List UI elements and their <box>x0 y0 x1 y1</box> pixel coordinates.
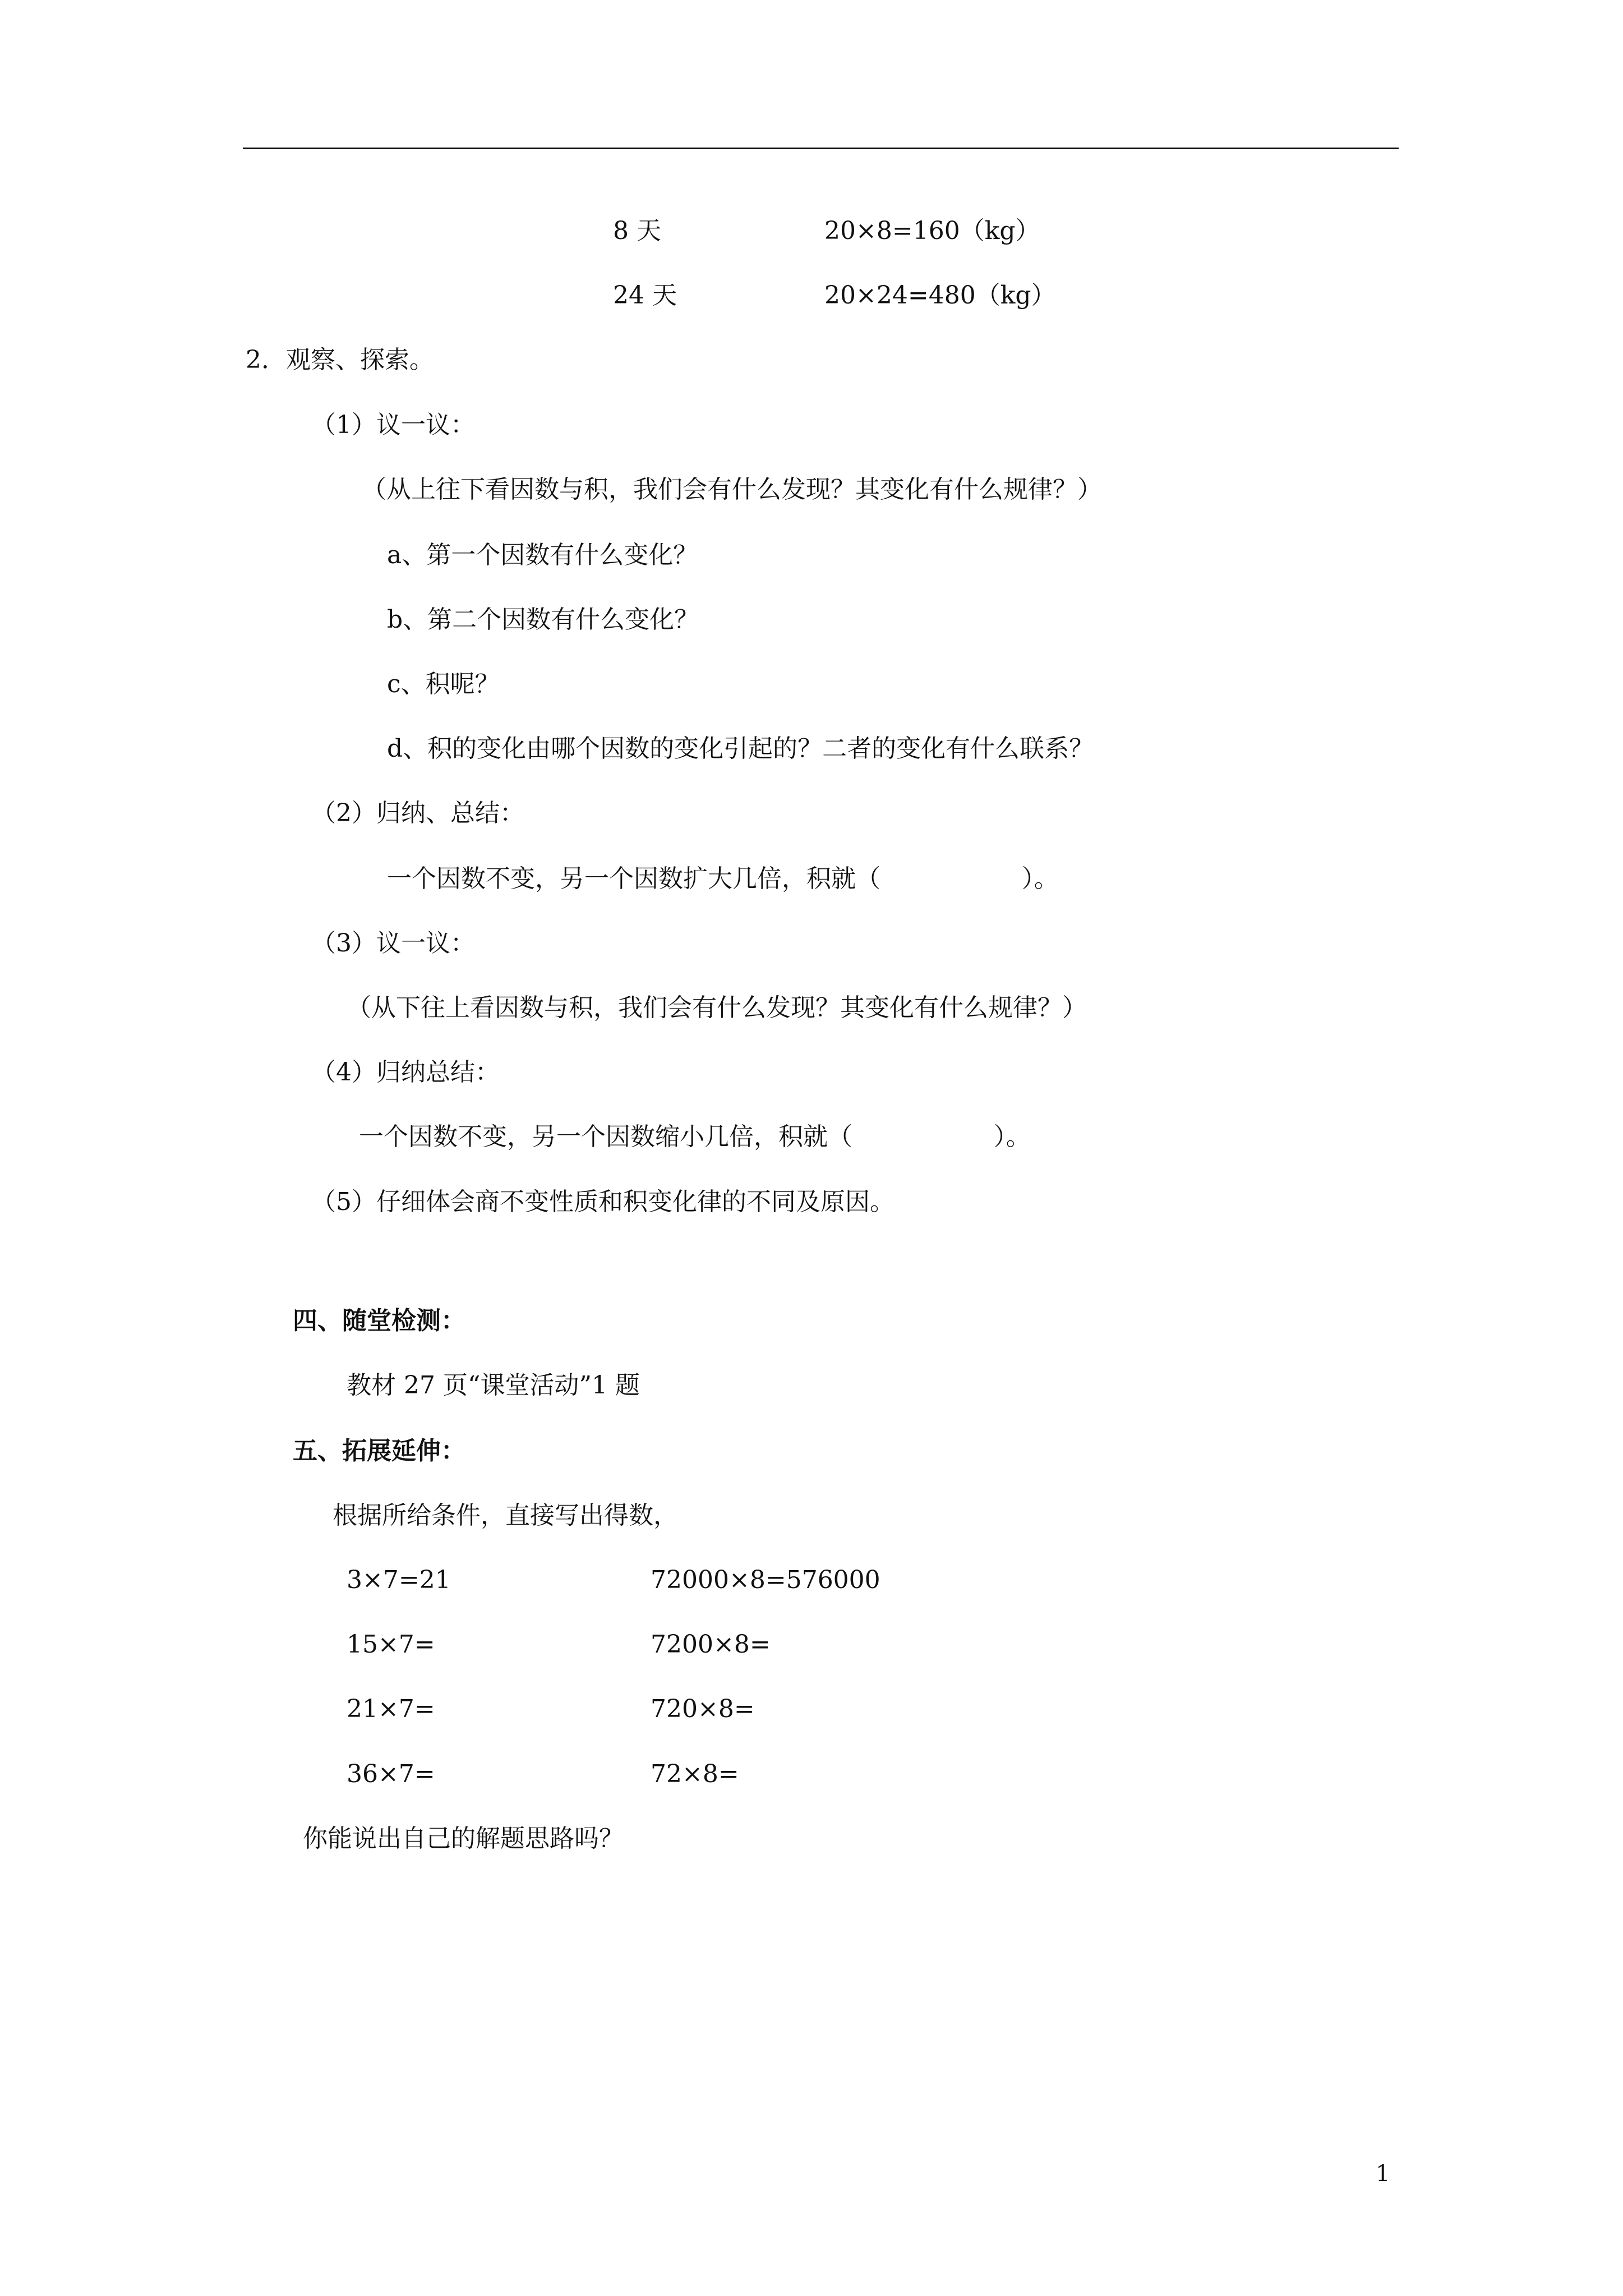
closing-question: 你能说出自己的解题思路吗？ <box>303 1824 624 1853</box>
question-c: c、积呢？ <box>387 670 500 698</box>
exercise-left-4: 36×7= <box>347 1760 435 1788</box>
exercise-right-4: 72×8= <box>651 1760 739 1788</box>
exercise-left-1: 3×7=21 <box>347 1566 451 1594</box>
header-rule <box>243 148 1399 149</box>
question-d: d、积的变化由哪个因数的变化引起的？二者的变化有什么联系？ <box>387 734 1094 763</box>
item4-label: （4）归纳总结： <box>311 1058 500 1087</box>
item5: （5）仔细体会商不变性质和积变化律的不同及原因。 <box>311 1188 895 1216</box>
item3-label: （3）议一议： <box>311 929 475 958</box>
item3-question: （从下往上看因数与积，我们会有什么发现？其变化有什么规律？） <box>347 993 1087 1022</box>
section5-instruction: 根据所给条件，直接写出得数， <box>333 1501 678 1530</box>
item1-label: （1）议一议： <box>311 411 475 439</box>
exercise-right-2: 7200×8= <box>651 1630 771 1659</box>
question-b: b、第二个因数有什么变化？ <box>387 605 699 634</box>
section2-heading: 2．观察、探索。 <box>246 346 434 374</box>
section5-heading: 五、拓展延伸： <box>293 1437 465 1465</box>
page-number: 1 <box>1376 2161 1390 2187</box>
exercise-left-3: 21×7= <box>347 1695 435 1723</box>
table-row-1-label: 8 天 <box>613 217 661 245</box>
table-row-1-formula: 20×8=160（kg） <box>824 217 1040 245</box>
item2-text: 一个因数不变，另一个因数扩大几倍，积就（ ）。 <box>387 864 1059 893</box>
table-row-2-label: 24 天 <box>613 281 677 310</box>
table-row-2-formula: 20×24=480（kg） <box>824 281 1056 310</box>
item1-question: （从上往下看因数与积，我们会有什么发现？其变化有什么规律？） <box>362 475 1102 504</box>
section4-heading: 四、随堂检测： <box>293 1306 465 1335</box>
item2-label: （2）归纳、总结： <box>311 799 524 827</box>
exercise-right-3: 720×8= <box>651 1695 755 1723</box>
section4-text: 教材 27 页“课堂活动”1 题 <box>347 1371 640 1400</box>
question-a: a、第一个因数有什么变化？ <box>387 541 698 569</box>
exercise-left-2: 15×7= <box>347 1630 435 1659</box>
exercise-right-1: 72000×8=576000 <box>651 1566 880 1594</box>
item4-text: 一个因数不变，另一个因数缩小几倍，积就（ ）。 <box>359 1122 1031 1151</box>
